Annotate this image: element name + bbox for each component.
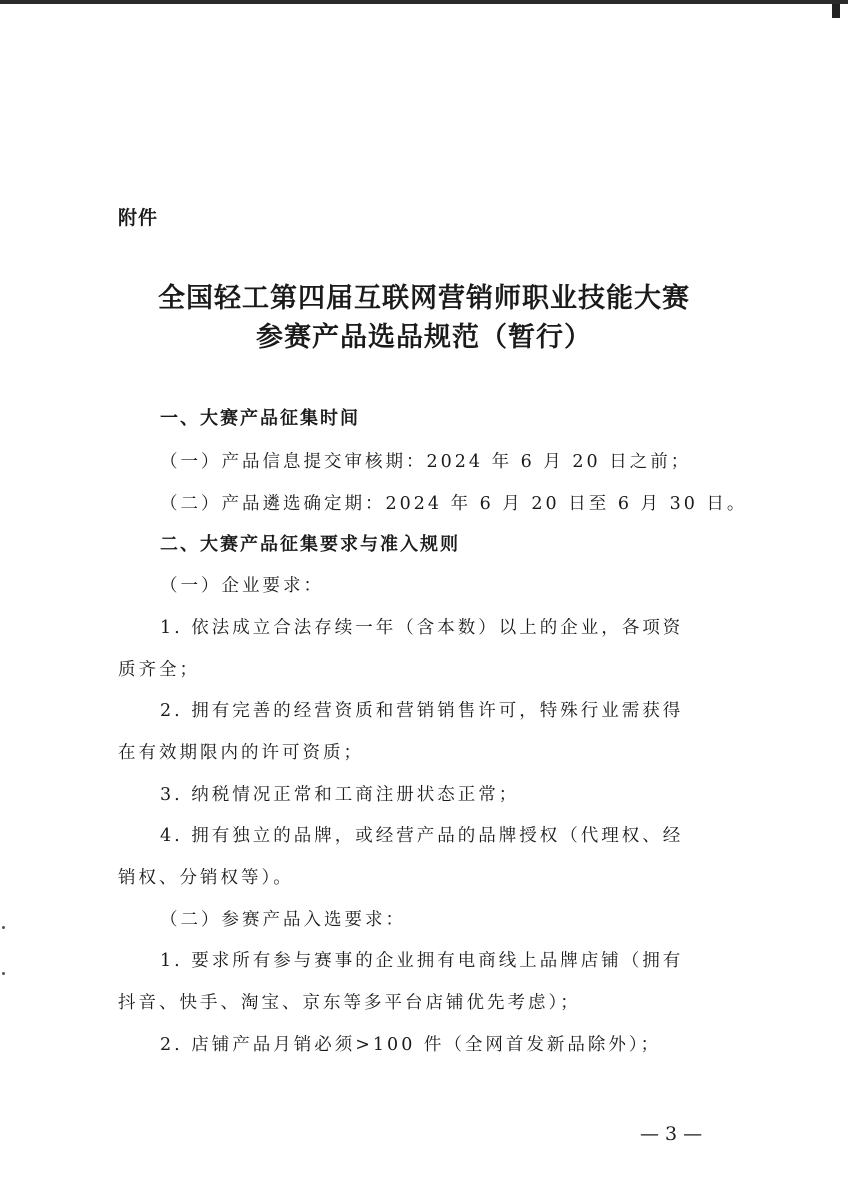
paragraph-line: 1. 依法成立合法存续一年（含本数）以上的企业，各项资 — [160, 618, 684, 638]
attachment-label: 附件 — [118, 207, 159, 229]
paragraph-line: 2. 拥有完善的经营资质和营销销售许可，特殊行业需获得 — [160, 701, 684, 721]
subsection-heading: （一）企业要求： — [160, 576, 324, 596]
scan-speck — [2, 972, 5, 975]
page-number: — 3 — — [640, 1123, 703, 1145]
paragraph-line: 销权、分销权等）。 — [118, 868, 294, 888]
section-heading-1: 一、大赛产品征集时间 — [160, 408, 360, 429]
paragraph-line: 1. 要求所有参与赛事的企业拥有电商线上品牌店铺（拥有 — [160, 951, 684, 971]
paragraph-line: 在有效期限内的许可资质； — [118, 743, 364, 763]
document-title-line-1: 全国轻工第四届互联网营销师职业技能大赛 — [158, 283, 690, 314]
paragraph-line: 抖音、快手、淘宝、京东等多平台店铺优先考虑）； — [118, 993, 581, 1013]
paragraph-line: 3. 纳税情况正常和工商注册状态正常； — [160, 785, 520, 805]
subsection-heading: （二）参赛产品入选要求： — [160, 910, 406, 930]
scan-top-border — [0, 0, 848, 4]
paragraph-line: 质齐全； — [118, 660, 200, 680]
paragraph-line: （一）产品信息提交审核期：2024 年 6 月 20 日之前； — [160, 452, 692, 472]
scan-speck — [2, 926, 5, 929]
document-title-line-2: 参赛产品选品规范（暂行） — [256, 322, 592, 353]
section-heading-2: 二、大赛产品征集要求与准入规则 — [160, 534, 460, 555]
paragraph-line: （二）产品遴选确定期：2024 年 6 月 20 日至 6 月 30 日。 — [160, 494, 748, 514]
paragraph-line: 4. 拥有独立的品牌，或经营产品的品牌授权（代理权、经 — [160, 826, 684, 846]
paragraph-line: 2. 店铺产品月销必须>100 件（全网首发新品除外）； — [160, 1035, 662, 1055]
scan-corner-mark — [832, 4, 840, 18]
